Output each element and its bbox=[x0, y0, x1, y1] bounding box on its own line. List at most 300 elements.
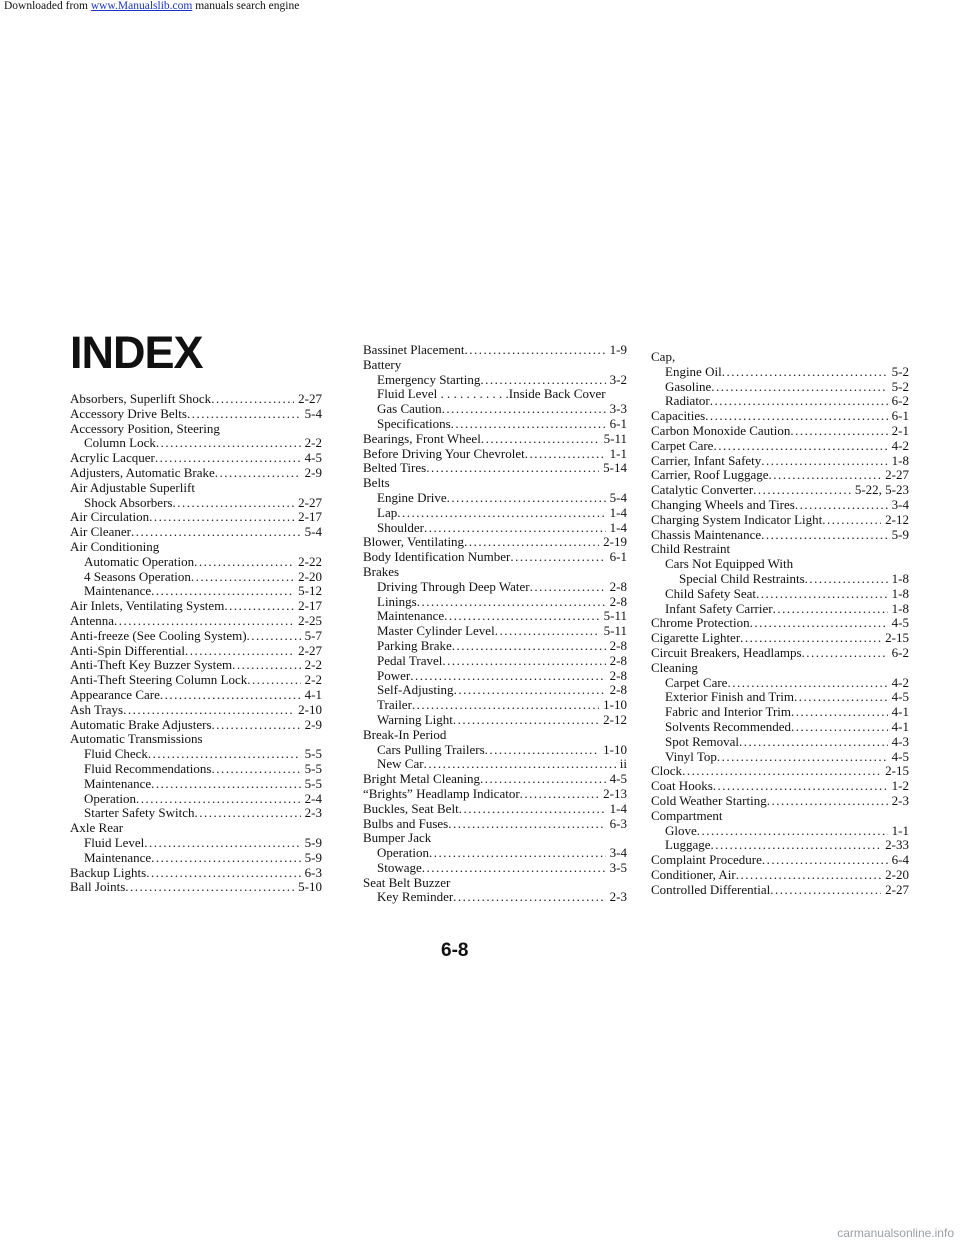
index-heading: Cleaning bbox=[651, 659, 698, 675]
index-column-1 bbox=[70, 392, 322, 895]
index-entry bbox=[70, 629, 322, 644]
dot-leader bbox=[717, 750, 888, 765]
index-entry bbox=[363, 447, 627, 462]
index-entry bbox=[70, 658, 322, 673]
dot-leader bbox=[160, 688, 301, 703]
entry-term: Chassis Maintenance bbox=[651, 526, 762, 542]
entry-page: 2-12 bbox=[885, 511, 909, 527]
entry-term: Infant Safety Carrier bbox=[665, 600, 773, 616]
index-heading: Brakes bbox=[363, 563, 400, 579]
index-entry bbox=[70, 836, 322, 851]
entry-page: 1-8 bbox=[891, 570, 909, 586]
index-entry bbox=[651, 631, 909, 646]
index-entry bbox=[651, 720, 909, 735]
index-entry bbox=[363, 461, 627, 476]
dot-leader bbox=[148, 747, 301, 762]
entry-page: 6-3 bbox=[304, 864, 322, 880]
index-entry bbox=[363, 846, 627, 861]
entry-term: Chrome Protection bbox=[651, 615, 750, 631]
dot-leader bbox=[711, 380, 887, 395]
index-entry bbox=[651, 498, 909, 513]
index-entry bbox=[70, 614, 322, 629]
dot-leader bbox=[247, 673, 300, 688]
entry-page: 5-4 bbox=[609, 489, 627, 505]
entry-term: Pedal Travel bbox=[377, 652, 443, 668]
entry-term: Shock Absorbers bbox=[84, 494, 173, 510]
index-entry bbox=[70, 510, 322, 525]
index-heading: Accessory Position, Steering bbox=[70, 420, 220, 436]
index-entry bbox=[363, 550, 627, 565]
entry-page: 4-5 bbox=[891, 689, 909, 705]
entry-term: Key Reminder bbox=[377, 889, 454, 905]
entry-term: Clock bbox=[651, 763, 683, 779]
entry-term: Bright Metal Cleaning bbox=[363, 771, 480, 787]
entry-page: 4-5 bbox=[304, 450, 322, 466]
entry-term: Blower, Ventilating bbox=[363, 534, 465, 550]
entry-page: 5-10 bbox=[298, 879, 322, 895]
entry-term: Maintenance bbox=[84, 583, 152, 599]
dot-leader bbox=[151, 777, 301, 792]
index-heading: Compartment bbox=[651, 807, 723, 823]
entry-term: Exterior Finish and Trim bbox=[665, 689, 794, 705]
dot-leader bbox=[773, 602, 888, 617]
entry-term: Ball Joints bbox=[70, 879, 126, 895]
index-entry bbox=[363, 373, 627, 388]
dot-leader bbox=[211, 392, 294, 407]
entry-term: Operation bbox=[84, 790, 136, 806]
dot-leader bbox=[424, 521, 606, 536]
entry-term: Cars Pulling Trailers bbox=[377, 741, 485, 757]
entry-term: Linings bbox=[377, 593, 417, 609]
entry-term: Charging System Indicator Light bbox=[651, 511, 823, 527]
entry-term: Parking Brake bbox=[377, 637, 452, 653]
entry-page: 2-8 bbox=[609, 593, 627, 609]
entry-page: 2-20 bbox=[298, 568, 322, 584]
entry-term: Belted Tires bbox=[363, 460, 427, 476]
index-heading: Axle Rear bbox=[70, 820, 124, 836]
index-entry bbox=[651, 750, 909, 765]
entry-page: 5-4 bbox=[304, 405, 322, 421]
index-entry bbox=[363, 624, 627, 639]
index-entry bbox=[651, 690, 909, 705]
dot-leader bbox=[710, 394, 888, 409]
index-heading: Cars Not Equipped With bbox=[665, 556, 794, 572]
index-entry bbox=[363, 432, 627, 447]
dot-leader bbox=[791, 705, 888, 720]
dot-leader bbox=[454, 683, 606, 698]
entry-page: 2-3 bbox=[891, 792, 909, 808]
entry-page: 5-14 bbox=[603, 460, 627, 476]
dot-leader bbox=[447, 491, 606, 506]
dot-leader bbox=[191, 570, 294, 585]
dot-leader bbox=[215, 466, 301, 481]
index-entry bbox=[651, 838, 909, 853]
index-entry bbox=[70, 599, 322, 614]
entry-page: 4-2 bbox=[891, 437, 909, 453]
dot-leader bbox=[125, 880, 294, 895]
entry-term: Automatic Operation bbox=[84, 553, 195, 569]
entry-page: 1-2 bbox=[891, 778, 909, 794]
entry-page: 2-2 bbox=[304, 435, 322, 451]
index-entry bbox=[363, 654, 627, 669]
index-entry bbox=[363, 890, 627, 905]
entry-term: 4 Seasons Operation bbox=[84, 568, 191, 584]
index-entry bbox=[651, 424, 909, 439]
index-column-3 bbox=[651, 350, 909, 897]
entry-term: Stowage bbox=[377, 859, 422, 875]
index-entry bbox=[70, 747, 322, 762]
entry-page: 3-2 bbox=[609, 371, 627, 387]
dot-leader bbox=[123, 703, 294, 718]
entry-page: 1-4 bbox=[609, 504, 627, 520]
entry-page: 5-5 bbox=[304, 746, 322, 762]
dot-leader bbox=[452, 639, 606, 654]
entry-term: Warning Light bbox=[377, 711, 453, 727]
index-entry bbox=[70, 466, 322, 481]
index-entry bbox=[651, 735, 909, 750]
dot-leader bbox=[794, 690, 888, 705]
entry-term: Complaint Procedure bbox=[651, 852, 762, 868]
dot-leader bbox=[495, 624, 600, 639]
index-entry bbox=[651, 779, 909, 794]
entry-page: 6-4 bbox=[891, 852, 909, 868]
entry-page: 3-3 bbox=[609, 401, 627, 417]
index-heading: Belts bbox=[363, 475, 390, 491]
entry-term: Vinyl Top bbox=[665, 748, 717, 764]
dot-leader bbox=[224, 599, 294, 614]
dot-leader bbox=[442, 654, 605, 669]
dot-leader bbox=[791, 720, 888, 735]
index-entry bbox=[651, 883, 909, 898]
dot-leader bbox=[727, 676, 887, 691]
index-entry bbox=[651, 365, 909, 380]
index-entry bbox=[363, 713, 627, 728]
entry-page: 1-10 bbox=[603, 697, 627, 713]
entry-term: Conditioner, Air bbox=[651, 866, 736, 882]
dot-leader bbox=[795, 498, 888, 513]
manualslib-link[interactable]: www.Manualslib.com bbox=[90, 0, 193, 12]
entry-term: Spot Removal bbox=[665, 733, 740, 749]
dot-leader bbox=[756, 587, 888, 602]
footer-watermark: carmanualsonline.info bbox=[837, 1226, 954, 1240]
entry-page: 2-27 bbox=[298, 391, 322, 406]
entry-page: 4-5 bbox=[891, 615, 909, 631]
entry-page: 5-4 bbox=[304, 524, 322, 540]
dot-leader bbox=[736, 868, 881, 883]
index-column-2 bbox=[363, 343, 627, 905]
index-entry bbox=[363, 698, 627, 713]
entry-term: Carrier, Roof Luggage bbox=[651, 467, 769, 483]
dot-leader bbox=[429, 846, 606, 861]
index-entry bbox=[363, 580, 627, 595]
index-entry bbox=[651, 646, 909, 661]
index-entry bbox=[651, 528, 909, 543]
entry-term: Maintenance bbox=[84, 775, 152, 791]
page-number: 6-8 bbox=[441, 940, 469, 961]
index-heading: Automatic Transmissions bbox=[70, 731, 203, 747]
entry-page: 4-5 bbox=[891, 748, 909, 764]
entry-page: 2-19 bbox=[603, 534, 627, 550]
index-entry bbox=[363, 802, 627, 817]
entry-term: Fluid Level bbox=[84, 834, 145, 850]
index-entry bbox=[70, 777, 322, 792]
dot-leader bbox=[448, 817, 605, 832]
entry-term: Before Driving Your Chevrolet bbox=[363, 445, 525, 461]
entry-term: Engine Drive bbox=[377, 489, 447, 505]
dot-leader bbox=[412, 698, 599, 713]
entry-term: Anti-Spin Differential bbox=[70, 642, 185, 658]
index-entry bbox=[70, 392, 322, 407]
dot-leader bbox=[146, 866, 300, 881]
dot-leader bbox=[682, 764, 881, 779]
dot-leader bbox=[194, 555, 294, 570]
entry-term: Glove bbox=[665, 822, 697, 838]
index-heading: Break-In Period bbox=[363, 726, 447, 742]
dot-leader bbox=[212, 718, 301, 733]
entry-term: New Car bbox=[377, 756, 424, 772]
dot-leader bbox=[151, 851, 301, 866]
entry-page: 4-1 bbox=[304, 686, 322, 702]
entry-term: Engine Oil bbox=[665, 363, 722, 379]
entry-page: 5-2 bbox=[891, 363, 909, 379]
entry-page: 2-15 bbox=[885, 763, 909, 779]
entry-term: Automatic Brake Adjusters bbox=[70, 716, 212, 732]
index-entry bbox=[70, 496, 322, 511]
dot-leader bbox=[790, 424, 887, 439]
index-entry bbox=[651, 439, 909, 454]
entry-page: 2-10 bbox=[298, 701, 322, 717]
entry-term: Carbon Monoxide Caution bbox=[651, 422, 791, 438]
index-entry bbox=[70, 866, 322, 881]
index-entry bbox=[70, 718, 322, 733]
entry-page: 2-9 bbox=[304, 464, 322, 480]
dot-leader bbox=[520, 787, 599, 802]
dot-leader bbox=[722, 365, 888, 380]
index-entry bbox=[363, 343, 627, 358]
index-entry bbox=[651, 794, 909, 809]
index-entry bbox=[651, 483, 909, 498]
index-heading: Bumper Jack bbox=[363, 830, 432, 846]
entry-page: 1-8 bbox=[891, 585, 909, 601]
download-banner bbox=[4, 0, 299, 12]
dot-leader bbox=[770, 883, 881, 898]
entry-page: 1-4 bbox=[609, 519, 627, 535]
entry-page: 2-20 bbox=[885, 866, 909, 882]
index-entry bbox=[651, 824, 909, 839]
dot-leader bbox=[762, 853, 888, 868]
entry-page: 4-5 bbox=[609, 771, 627, 787]
entry-page: 2-2 bbox=[304, 657, 322, 673]
entry-term: Master Cylinder Level bbox=[377, 623, 495, 639]
entry-page: 2-3 bbox=[609, 889, 627, 905]
entry-term: Anti-Theft Key Buzzer System bbox=[70, 657, 233, 673]
dot-leader bbox=[185, 644, 294, 659]
entry-page: 5-12 bbox=[298, 583, 322, 599]
entry-term: Backup Lights bbox=[70, 864, 147, 880]
entry-term: Appearance Care bbox=[70, 686, 160, 702]
entry-page: 1-1 bbox=[891, 822, 909, 838]
entry-page: 4-3 bbox=[891, 733, 909, 749]
index-entry bbox=[651, 572, 909, 587]
entry-page: 2-25 bbox=[298, 612, 322, 628]
entry-term: Gas Caution bbox=[377, 401, 442, 417]
entry-page: 1-8 bbox=[891, 452, 909, 468]
entry-term: Body Identification Number bbox=[363, 549, 511, 565]
entry-page: 2-8 bbox=[609, 682, 627, 698]
entry-page: 6-1 bbox=[609, 549, 627, 565]
entry-page: 1-10 bbox=[603, 741, 627, 757]
index-entry bbox=[70, 570, 322, 585]
entry-term: Power bbox=[377, 667, 411, 683]
entry-page: 2-33 bbox=[885, 837, 909, 853]
entry-term: Buckles, Seat Belt bbox=[363, 800, 459, 816]
entry-page: 3-5 bbox=[609, 859, 627, 875]
entry-term: Luggage bbox=[665, 837, 711, 853]
entry-term: Driving Through Deep Water bbox=[377, 578, 530, 594]
entry-term: Emergency Starting bbox=[377, 371, 481, 387]
entry-page: 2-27 bbox=[885, 467, 909, 483]
entry-page: 5-9 bbox=[891, 526, 909, 542]
index-entry bbox=[651, 454, 909, 469]
index-entry bbox=[363, 402, 627, 417]
index-entry bbox=[651, 409, 909, 424]
index-entry bbox=[363, 669, 627, 684]
dot-leader bbox=[530, 580, 606, 595]
entry-page: 4-1 bbox=[891, 704, 909, 720]
index-entry: Fluid Level . . . . . . . . . . .Inside Back Cover bbox=[377, 386, 606, 402]
entry-term: Bearings, Front Wheel bbox=[363, 430, 481, 446]
dot-leader bbox=[149, 510, 294, 525]
entry-term: Bassinet Placement bbox=[363, 342, 465, 357]
dot-leader bbox=[211, 762, 300, 777]
entry-page: 5-22, 5-23 bbox=[854, 482, 909, 498]
dot-leader bbox=[156, 436, 301, 451]
dot-leader bbox=[136, 792, 301, 807]
index-entry bbox=[651, 513, 909, 528]
index-entry bbox=[70, 436, 322, 451]
dot-leader bbox=[144, 836, 300, 851]
index-entry bbox=[363, 757, 627, 772]
entry-term: Maintenance bbox=[84, 849, 152, 865]
entry-page: 2-3 bbox=[304, 805, 322, 821]
index-heading: Seat Belt Buzzer bbox=[363, 874, 451, 890]
entry-term: Maintenance bbox=[377, 608, 445, 624]
entry-term: Solvents Recommended bbox=[665, 718, 792, 734]
dot-leader bbox=[761, 528, 888, 543]
dot-leader bbox=[481, 432, 600, 447]
entry-page: 4-2 bbox=[891, 674, 909, 690]
dot-leader bbox=[194, 806, 300, 821]
dot-leader bbox=[767, 794, 888, 809]
index-entry bbox=[651, 394, 909, 409]
index-entry bbox=[363, 521, 627, 536]
index-entry bbox=[651, 676, 909, 691]
entry-term: Carrier, Infant Safety bbox=[651, 452, 762, 468]
dot-leader bbox=[114, 614, 294, 629]
index-entry bbox=[70, 703, 322, 718]
dot-leader bbox=[740, 631, 881, 646]
index-entry bbox=[651, 602, 909, 617]
entry-term: Column Lock bbox=[84, 435, 156, 451]
entry-term: Circuit Breakers, Headlamps bbox=[651, 644, 802, 660]
entry-term: Fabric and Interior Trim bbox=[665, 704, 792, 720]
entry-term: Gasoline bbox=[665, 378, 712, 394]
dot-leader bbox=[151, 584, 294, 599]
index-heading: Child Restraint bbox=[651, 541, 731, 557]
entry-page: 2-27 bbox=[885, 881, 909, 897]
dot-leader bbox=[525, 447, 606, 462]
entry-page: 6-2 bbox=[891, 393, 909, 409]
entry-page: 6-3 bbox=[609, 815, 627, 831]
dot-leader bbox=[750, 616, 888, 631]
dot-leader bbox=[761, 454, 887, 469]
dot-leader bbox=[713, 439, 887, 454]
dot-leader bbox=[247, 629, 301, 644]
entry-term: Trailer bbox=[377, 697, 412, 713]
dot-leader bbox=[510, 550, 605, 565]
dot-leader bbox=[172, 496, 294, 511]
entry-term: Fluid Check bbox=[84, 746, 148, 762]
dot-leader bbox=[705, 409, 888, 424]
index-entry bbox=[70, 644, 322, 659]
index-entry bbox=[363, 535, 627, 550]
entry-page: 5-9 bbox=[304, 834, 322, 850]
entry-page: 5-2 bbox=[891, 378, 909, 394]
dot-leader bbox=[424, 757, 616, 772]
entry-term: Lap bbox=[377, 504, 398, 520]
entry-term: Child Safety Seat bbox=[665, 585, 756, 601]
dot-leader bbox=[451, 417, 606, 432]
banner-prefix: Downloaded from bbox=[4, 0, 91, 12]
entry-page: 2-17 bbox=[298, 598, 322, 614]
index-entry bbox=[363, 639, 627, 654]
dot-leader bbox=[739, 735, 888, 750]
entry-page: 6-2 bbox=[891, 644, 909, 660]
dot-leader bbox=[417, 595, 606, 610]
entry-term: Acrylic Lacquer bbox=[70, 450, 155, 466]
dot-leader bbox=[464, 535, 599, 550]
entry-term: Air Circulation bbox=[70, 509, 150, 525]
entry-term: Starter Safety Switch bbox=[84, 805, 195, 821]
entry-page: 1-8 bbox=[891, 600, 909, 616]
entry-page: ii bbox=[619, 756, 627, 772]
entry-term: Cold Weather Starting bbox=[651, 792, 767, 808]
entry-page: 2-27 bbox=[298, 494, 322, 510]
dot-leader bbox=[805, 572, 888, 587]
entry-page: 3-4 bbox=[891, 496, 909, 512]
index-entry bbox=[70, 792, 322, 807]
dot-leader bbox=[464, 343, 605, 358]
index-entry bbox=[70, 762, 322, 777]
index-heading: Air Adjustable Superlift bbox=[70, 479, 195, 495]
entry-term: Changing Wheels and Tires bbox=[651, 496, 795, 512]
entry-page: 5-5 bbox=[304, 775, 322, 791]
entry-page: 4-1 bbox=[891, 718, 909, 734]
dot-leader bbox=[453, 890, 605, 905]
index-heading: Battery bbox=[363, 356, 402, 372]
index-entry bbox=[363, 683, 627, 698]
entry-page: 5-11 bbox=[603, 430, 627, 446]
dot-leader bbox=[769, 468, 882, 483]
index-entry bbox=[363, 506, 627, 521]
index-entry bbox=[70, 584, 322, 599]
entry-page: 1-4 bbox=[609, 800, 627, 816]
entry-term: Air Inlets, Ventilating System bbox=[70, 598, 225, 614]
dot-leader bbox=[697, 824, 888, 839]
dot-leader bbox=[710, 838, 881, 853]
entry-page: 1-1 bbox=[609, 445, 627, 461]
entry-term: Absorbers, Superlift Shock bbox=[70, 391, 212, 406]
